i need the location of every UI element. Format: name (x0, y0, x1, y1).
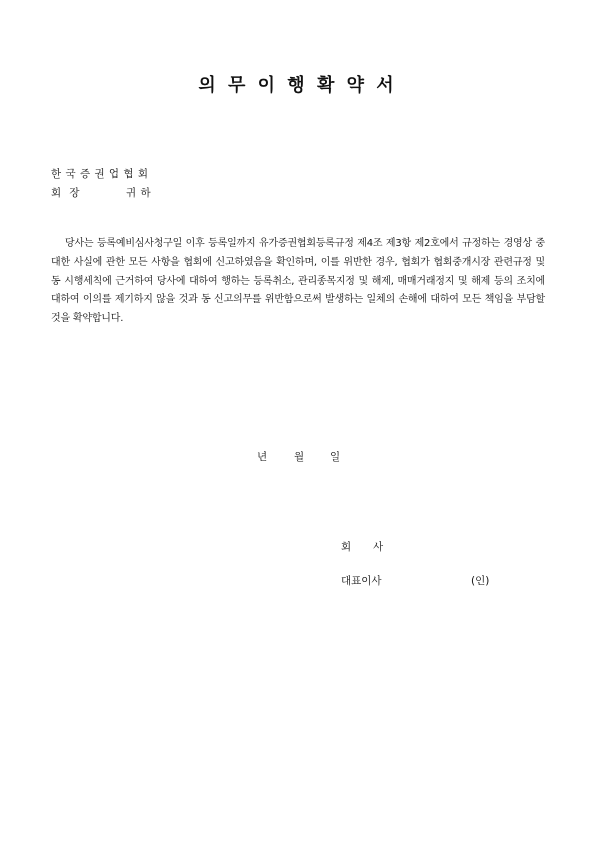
date-month-label: 월 (294, 451, 305, 463)
seal-mark: (인) (471, 575, 490, 587)
company-label-second: 사 (373, 541, 384, 553)
recipient-addressee: 회 장 귀 하 (51, 187, 152, 199)
company-label-first: 회 (341, 541, 352, 553)
document-title: 의 무 이 행 확 약 서 (198, 75, 397, 96)
date-year-label: 년 (257, 451, 268, 463)
ceo-label: 대표이사 (341, 575, 382, 587)
recipient-association: 한 국 증 권 업 협 회 (51, 168, 149, 180)
date-day-label: 일 (330, 451, 341, 463)
pledge-body-text: 당사는 등록예비심사청구일 이후 등록일까지 유가증권협회등록규정 제4조 제3항 제2호에서 규정하는 경영상 중대한 사실에 관한 모든 사항을 협회에 신고하였음을 확인하며, 이를 위반한 경우, 협회가 협회중개시장 관련규정 및 동 시행세칙에 근거하여 당사에 대하여 행하는 등록취소, 관리종목지정 및 해제, 매매거래정지 및 해제 등의 조치에 대하여 이의를 제기하지 않을 것과 동 신고의무를 위반함으로써 발생하는 일체의 손해에 대하여 모든 책임을 부담할 것을 확약합니다. (51, 238, 545, 325)
company-line (341, 539, 384, 554)
